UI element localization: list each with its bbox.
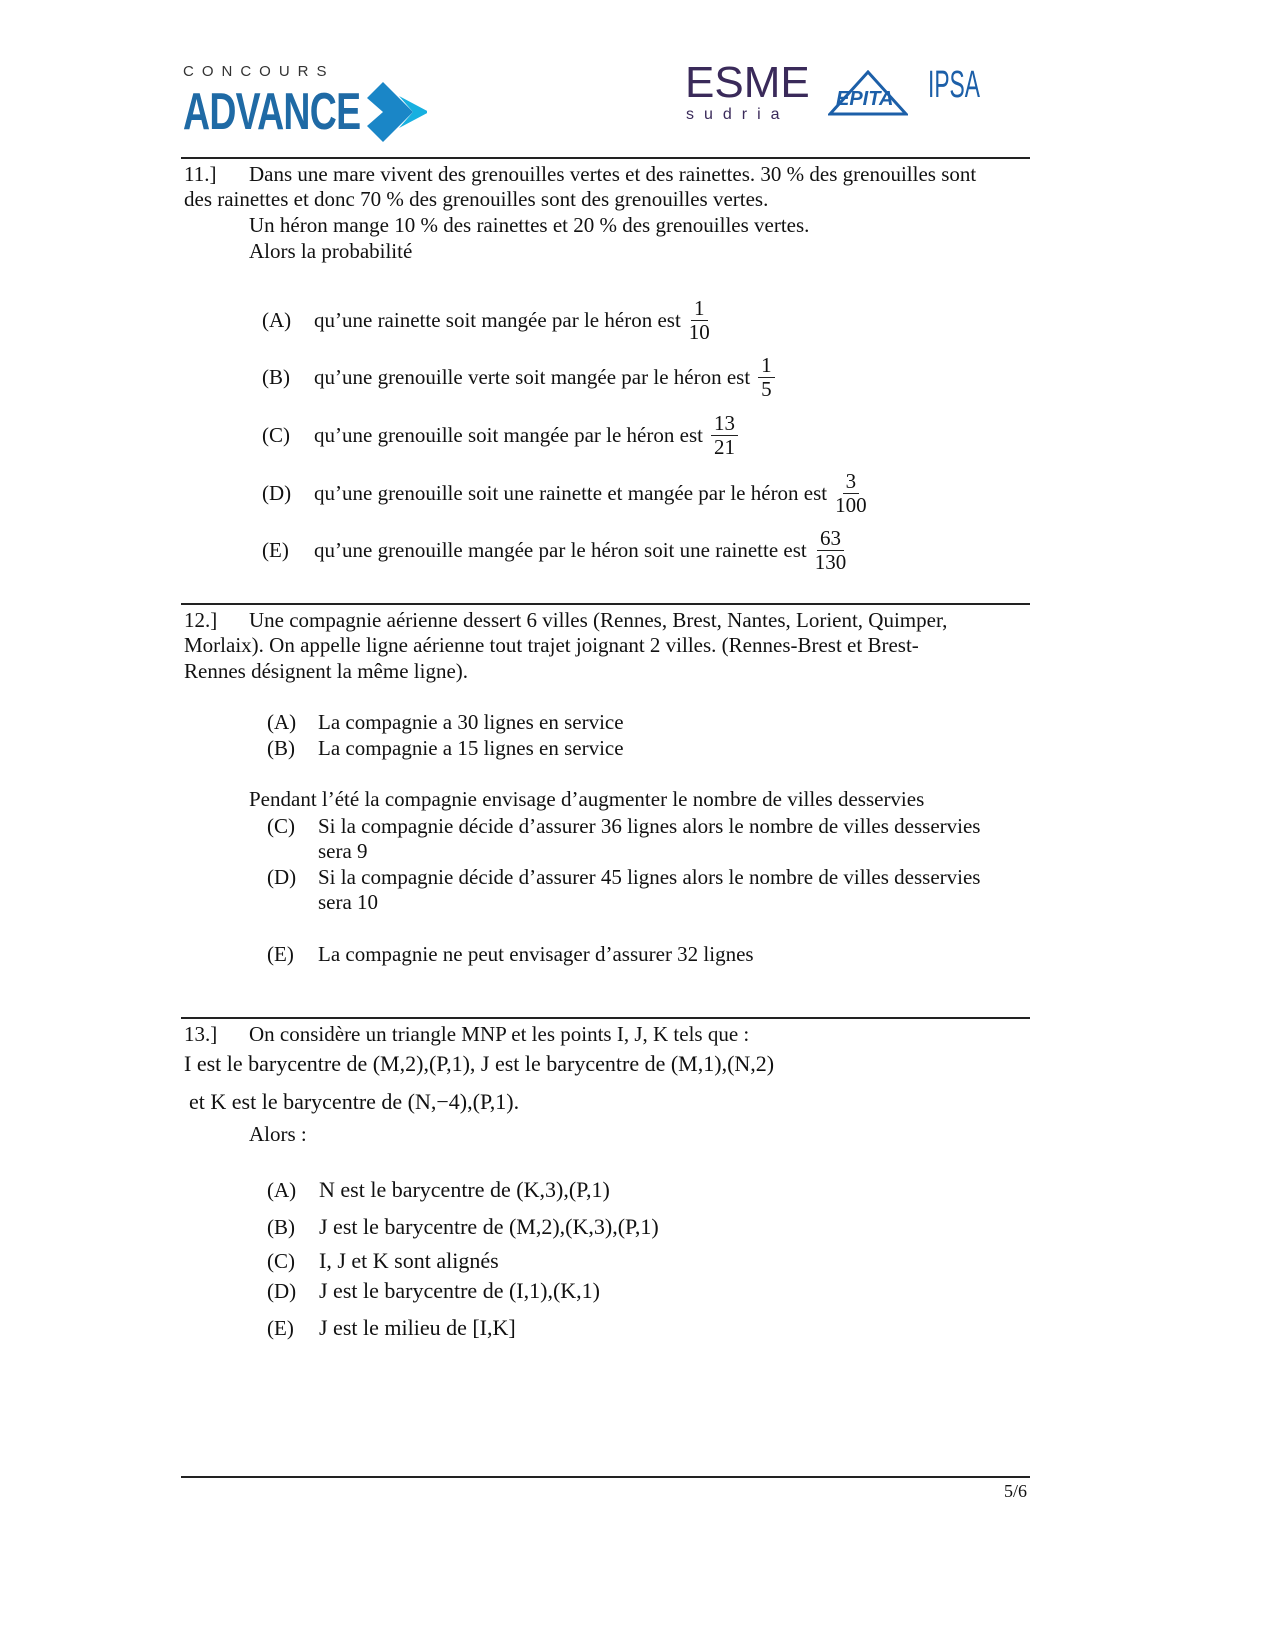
question-text: et K est le barycentre de (N,−4),(P,1). bbox=[189, 1089, 520, 1114]
option-text: Si la compagnie décide d’assurer 45 lignes alors le nombre de villes desservies bbox=[318, 865, 981, 889]
option-text: La compagnie ne peut envisager d’assurer 32 lignes bbox=[318, 942, 754, 966]
numerator: 1 bbox=[758, 354, 775, 377]
answer-option bbox=[267, 1214, 659, 1240]
logo-text: CONCOURS bbox=[183, 63, 335, 80]
fraction bbox=[815, 527, 847, 572]
denominator: 100 bbox=[835, 492, 867, 517]
divider bbox=[181, 603, 1030, 605]
question-text: des rainettes et donc 70 % des grenouilles sont des grenouilles vertes. bbox=[184, 187, 769, 211]
footer-divider bbox=[181, 1476, 1030, 1478]
page-number: 5/6 bbox=[1004, 1481, 1028, 1501]
option-text: J est le barycentre de (I,1),(K,1) bbox=[319, 1278, 600, 1303]
option-text: sera 9 bbox=[318, 839, 368, 863]
question-number: 11.] bbox=[184, 162, 217, 186]
answer-option bbox=[267, 1177, 610, 1203]
question-text: Dans une mare vivent des grenouilles vertes et des rainettes. 30 % des grenouilles sont bbox=[249, 162, 977, 186]
question-text: Pendant l’été la compagnie envisage d’augmenter le nombre de villes desservies bbox=[249, 787, 925, 811]
option-label: (C) bbox=[262, 422, 290, 447]
option-label: (A) bbox=[262, 307, 292, 332]
option-text: I, J et K sont alignés bbox=[319, 1248, 499, 1273]
option-label: (E) bbox=[267, 942, 294, 966]
answer-option bbox=[267, 1248, 499, 1274]
esme-logo: ESME bbox=[685, 58, 810, 107]
fraction bbox=[689, 297, 710, 342]
option-text: N est le barycentre de (K,3),(P,1) bbox=[319, 1177, 610, 1202]
denominator: 10 bbox=[688, 319, 710, 344]
option-text: qu’une rainette soit mangée par le héron est bbox=[314, 307, 681, 332]
numerator: 13 bbox=[711, 412, 738, 435]
answer-option bbox=[262, 522, 846, 578]
option-label: (D) bbox=[267, 1278, 297, 1303]
option-label: (B) bbox=[267, 1214, 295, 1239]
option-label: (E) bbox=[262, 537, 289, 562]
option-label: (E) bbox=[267, 1315, 294, 1340]
question-text: Rennes désignent la même ligne). bbox=[184, 659, 469, 683]
question-number: 12.] bbox=[184, 608, 218, 632]
concours-advance-logo bbox=[183, 63, 427, 144]
numerator: 1 bbox=[691, 297, 708, 320]
question-text: On considère un triangle MNP et les points I, J, K tels que : bbox=[249, 1022, 750, 1046]
option-label: (B) bbox=[262, 364, 290, 389]
question-text: Alors la probabilité bbox=[249, 239, 413, 263]
denominator: 5 bbox=[761, 376, 772, 401]
question-text: Alors : bbox=[249, 1122, 307, 1146]
diamond-icon bbox=[367, 80, 427, 144]
option-text: La compagnie a 30 lignes en service bbox=[318, 710, 624, 734]
option-text: sera 10 bbox=[318, 890, 379, 914]
question-text: Morlaix). On appelle ligne aérienne tout trajet joignant 2 villes. (Rennes-Brest et Brest- bbox=[184, 633, 919, 657]
sudria-logo: sudria bbox=[686, 106, 790, 123]
question-text: I est le barycentre de (M,2),(P,1), J est le barycentre de (M,1),(N,2) bbox=[184, 1051, 775, 1076]
option-label: (C) bbox=[267, 814, 295, 838]
answer-option bbox=[262, 349, 775, 405]
divider bbox=[181, 1017, 1030, 1019]
option-label: (A) bbox=[267, 710, 297, 734]
question-number: 13.] bbox=[184, 1022, 218, 1046]
option-text: La compagnie a 15 lignes en service bbox=[318, 736, 624, 760]
option-text: J est le barycentre de (M,2),(K,3),(P,1) bbox=[319, 1214, 659, 1239]
fraction bbox=[758, 354, 775, 399]
option-label: (D) bbox=[262, 480, 292, 505]
option-label: (B) bbox=[267, 736, 295, 760]
answer-option bbox=[267, 1278, 600, 1304]
option-text: Si la compagnie décide d’assurer 36 lignes alors le nombre de villes desservies bbox=[318, 814, 981, 838]
option-text: J est le milieu de [I,K] bbox=[319, 1315, 516, 1340]
divider bbox=[181, 157, 1030, 159]
epita-logo bbox=[828, 70, 908, 122]
answer-option bbox=[262, 465, 867, 521]
numerator: 3 bbox=[843, 470, 860, 493]
ipsa-logo: IPSA bbox=[928, 64, 980, 106]
answer-option bbox=[267, 1315, 516, 1341]
fraction bbox=[835, 470, 867, 515]
option-text: qu’une grenouille mangée par le héron soit une rainette est bbox=[314, 537, 807, 562]
option-text: qu’une grenouille soit mangée par le héron est bbox=[314, 422, 703, 447]
fraction bbox=[711, 412, 738, 457]
option-label: (A) bbox=[267, 1177, 297, 1202]
option-label: (D) bbox=[267, 865, 297, 889]
logo-text: ADVANCE bbox=[183, 83, 361, 141]
option-label: (C) bbox=[267, 1248, 295, 1273]
option-text: qu’une grenouille verte soit mangée par le héron est bbox=[314, 364, 751, 389]
answer-option bbox=[262, 407, 738, 463]
answer-option bbox=[262, 292, 710, 348]
logo-text: EPITA bbox=[836, 88, 894, 110]
denominator: 130 bbox=[814, 549, 847, 574]
denominator: 21 bbox=[713, 434, 735, 459]
numerator: 63 bbox=[817, 527, 844, 550]
option-text: qu’une grenouille soit une rainette et mangée par le héron est bbox=[314, 480, 828, 505]
question-text: Une compagnie aérienne dessert 6 villes (Rennes, Brest, Nantes, Lorient, Quimper, bbox=[249, 608, 948, 632]
question-text: Un héron mange 10 % des rainettes et 20 % des grenouilles vertes. bbox=[249, 213, 810, 237]
